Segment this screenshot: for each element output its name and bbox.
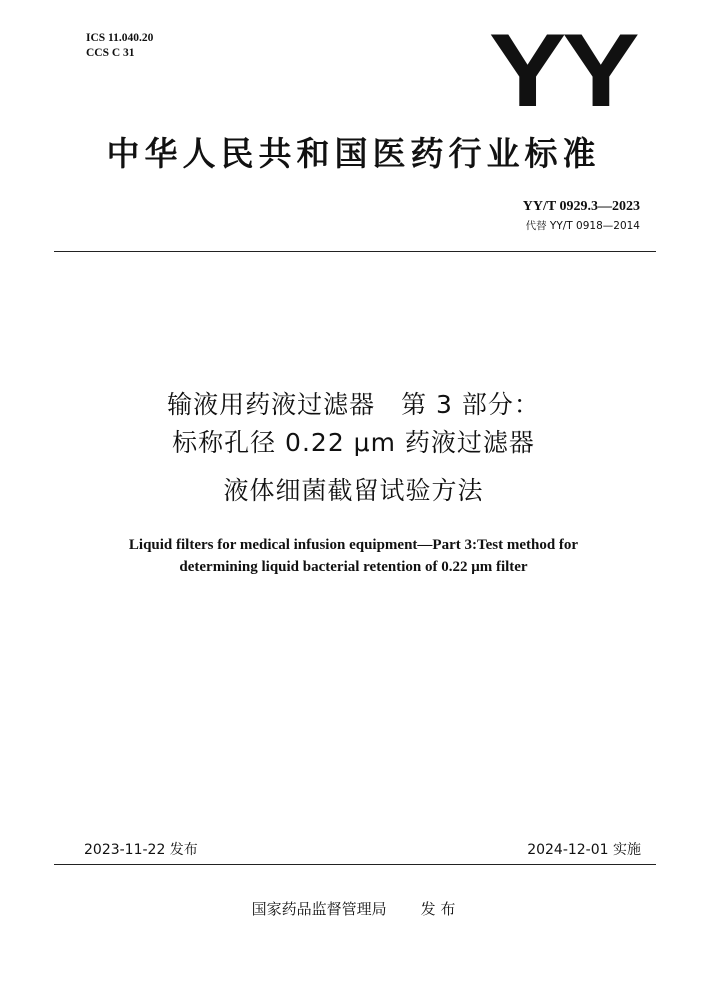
bottom-divider: [54, 864, 656, 865]
top-divider: [54, 251, 656, 252]
issue-date: 2023-11-22 发布: [84, 842, 198, 858]
publisher-action: 发 布: [420, 900, 456, 918]
yy-logo: YY: [488, 13, 636, 129]
classification-codes: [86, 31, 153, 61]
standard-number: YY/T 0929.3—2023: [522, 199, 640, 214]
publisher-name: 国家药品监督管理局: [251, 900, 387, 918]
chinese-title-line-2: 标称孔径 0.22 μm 药液过滤器: [172, 428, 535, 457]
english-title-line-2: determining liquid bacterial retention of 0.22 μm filter: [179, 559, 528, 575]
english-title-line-1: Liquid filters for medical infusion equipment—Part 3:Test method for: [128, 537, 579, 553]
issuer-title: 中华人民共和国医药行业标准: [106, 134, 601, 173]
chinese-title-line-1: 输液用药液过滤器 第 3 部分：: [167, 390, 540, 419]
ics-code: ICS 11.040.20: [86, 32, 154, 44]
ccs-code: CCS C 31: [86, 47, 135, 59]
publisher-line: [0, 897, 707, 921]
chinese-title-line-3: 液体细菌截留试验方法: [223, 476, 484, 505]
implementation-date: 2024-12-01 实施: [527, 842, 641, 858]
replaces-standard: 代替 YY/T 0918—2014: [525, 220, 640, 232]
